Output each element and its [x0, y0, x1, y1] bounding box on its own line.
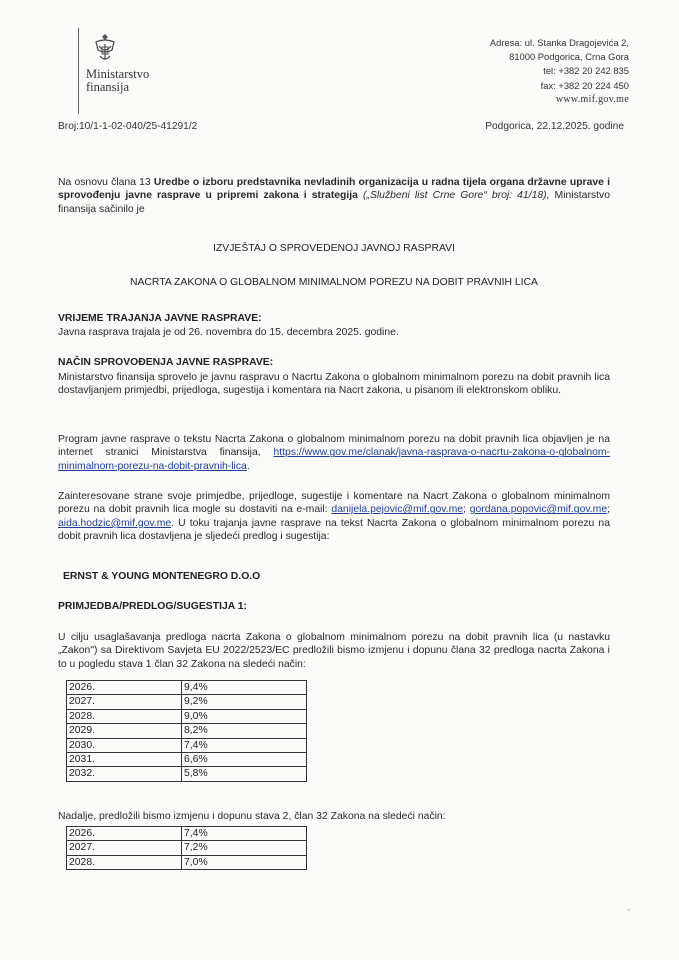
year-cell: 2026. [67, 827, 182, 841]
ministry-name [86, 68, 149, 94]
rate-cell: 7,4% [182, 738, 307, 752]
rate-cell: 9,0% [182, 709, 307, 723]
ministry-logo [70, 28, 190, 108]
report-title: IZVJEŠTAJ O SPROVEDENOJ JAVNOJ RASPRAVI [213, 243, 455, 254]
year-cell: 2026. [67, 681, 182, 695]
year-cell: 2027. [67, 841, 182, 855]
submissions-text: Zainteresovane strane svoje primjedbe, prijedloge, sugestije i komentare na Nacrt Zakona o globalnom minimalnom porezu na dobit pravnih lica mogle su dostaviti na e-mail: [58, 491, 610, 516]
remark-text: U cilju usaglašavanja predloga nacrta Zakona o globalnom minimalnom porezu na dobit pravnih lica (u nastavku „Zakon") sa Direktivom Savjeta EU 2022/2523/EC predložili bismo izmjenu i dopunu člana 32 predloga nacrta Zakona i to u pogledu stava 1 član 32 Zakona na sledeći način: [58, 632, 610, 670]
coat-of-arms-icon [92, 32, 118, 66]
intro-text: Na osnovu člana 13 [58, 177, 154, 188]
year-cell: 2030. [67, 738, 182, 752]
submissions-paragraph [58, 490, 610, 544]
logo-divider [78, 28, 79, 114]
submissions-text-end: U toku trajanja javne rasprave na tekst Nacrta Zakona o globalnom minimalnom porezu na dobit pravnih lica dostavljena je sljedeći predlog i sugestija: [58, 517, 610, 543]
rate-cell: 7,2% [182, 841, 307, 855]
scan-mark-icon: ⌄ [625, 903, 633, 913]
rates-table-1 [66, 680, 307, 782]
method-heading: NAČIN SPROVOĐENJA JAVNE RASPRAVE: [58, 357, 274, 368]
email-link-2[interactable]: gordana.popovic@mif.gov.me [469, 504, 608, 516]
ministry-name-line1: Ministarstvo [86, 67, 150, 81]
rate-cell: 8,2% [182, 724, 307, 738]
year-cell: 2032. [67, 767, 182, 781]
program-period: . [246, 460, 250, 472]
program-paragraph [58, 433, 610, 473]
table-row [67, 738, 307, 752]
table-row [67, 855, 307, 869]
year-cell: 2028. [67, 709, 182, 723]
table-row [67, 767, 307, 781]
intro-text-end: Ministarstvo finansija sačinilo je [58, 190, 610, 215]
separator-2: ; [607, 504, 610, 516]
address-block [389, 36, 629, 107]
report-subtitle: NACRTA ZAKONA O GLOBALNOM MINIMALNOM POREZU NA DOBIT PRAVNIH LICA [129, 277, 538, 288]
table-row [67, 827, 307, 841]
remark-heading: PRIMJEDBA/PREDLOG/SUGESTIJA 1: [58, 601, 247, 612]
table2-intro: Nadalje, predložili bismo izmjenu i dopunu stava 2, član 32 Zakona na sledeći način: [58, 811, 446, 822]
program-link[interactable]: https://www.gov.me/clanak/javna-rasprava-o-nacrtu-zakona-o-globalnom-minimalnom-porezu-na-dobit-pravnih-lica [58, 447, 610, 472]
duration-heading: VRIJEME TRAJANJA JAVNE RASPRAVE: [58, 313, 262, 324]
rate-cell: 9,4% [182, 681, 307, 695]
table-row [67, 709, 307, 723]
rate-cell: 7,4% [182, 827, 307, 841]
email-link-3[interactable]: aida.hodzic@mif.gov.me [58, 517, 172, 529]
method-text: Ministarstvo finansija sprovelo je javnu raspravu o Nacrtu Zakona o globalnom minimalnom porezu na dobit pravnih lica dostavljanjem primjedbi, prijedloga, sugestija i komentara na Nacrt zakona, u pisanom ili elektronskom obliku. [58, 372, 610, 397]
document-date: Podgorica, 22.12.2025. godine [485, 121, 624, 132]
intro-regulation-title: Uredbe o izboru predstavnika nevladinih organizacija u radna tijela organa državne uprave i sprovođenju javne rasprave u pripremi zakona i strategija [58, 177, 610, 202]
ministry-name-line2: finansija [86, 80, 130, 94]
table-row [67, 841, 307, 855]
rate-cell: 5,8% [182, 767, 307, 781]
rate-cell: 6,6% [182, 753, 307, 767]
table-row [67, 681, 307, 695]
intro-paragraph [58, 176, 610, 216]
company-name: ERNST & YOUNG MONTENEGRO D.O.O [63, 571, 261, 582]
intro-gazette-ref: („Službeni list Crne Gore“ broj: 41/18), [357, 190, 550, 202]
program-text: Program javne rasprave o tekstu Nacrta Zakona o globalnom minimalnom porezu na dobit pravnih lica objavljen je na internet stranici Ministarstva finansija, [58, 434, 610, 459]
rate-cell: 7,0% [182, 855, 307, 869]
reference-number: Broj:10/1-1-02-040/25-41291/2 [58, 121, 198, 132]
table-row [67, 695, 307, 709]
year-cell: 2029. [67, 724, 182, 738]
address-tel: tel: +382 20 242 835 [543, 65, 629, 77]
duration-text: Javna rasprava trajala je od 26. novembra do 15. decembra 2025. godine. [58, 327, 399, 338]
separator-1: ; [463, 504, 470, 516]
address-street: Adresa: ul. Stanka Dragojevića 2, [489, 37, 629, 48]
email-link-1[interactable]: danijela.pejovic@mif.gov.me [331, 504, 464, 516]
rates-table-2 [66, 826, 307, 870]
year-cell: 2027. [67, 695, 182, 709]
address-fax: fax: +382 20 224 450 [540, 79, 629, 91]
table-row [67, 724, 307, 738]
table-row [67, 753, 307, 767]
year-cell: 2028. [67, 855, 182, 869]
year-cell: 2031. [67, 753, 182, 767]
submissions-period: . [171, 517, 175, 529]
address-web: www.mif.gov.me [555, 93, 629, 105]
address-city: 81000 Podgorica, Crna Gora [509, 51, 629, 63]
rate-cell: 9,2% [182, 695, 307, 709]
